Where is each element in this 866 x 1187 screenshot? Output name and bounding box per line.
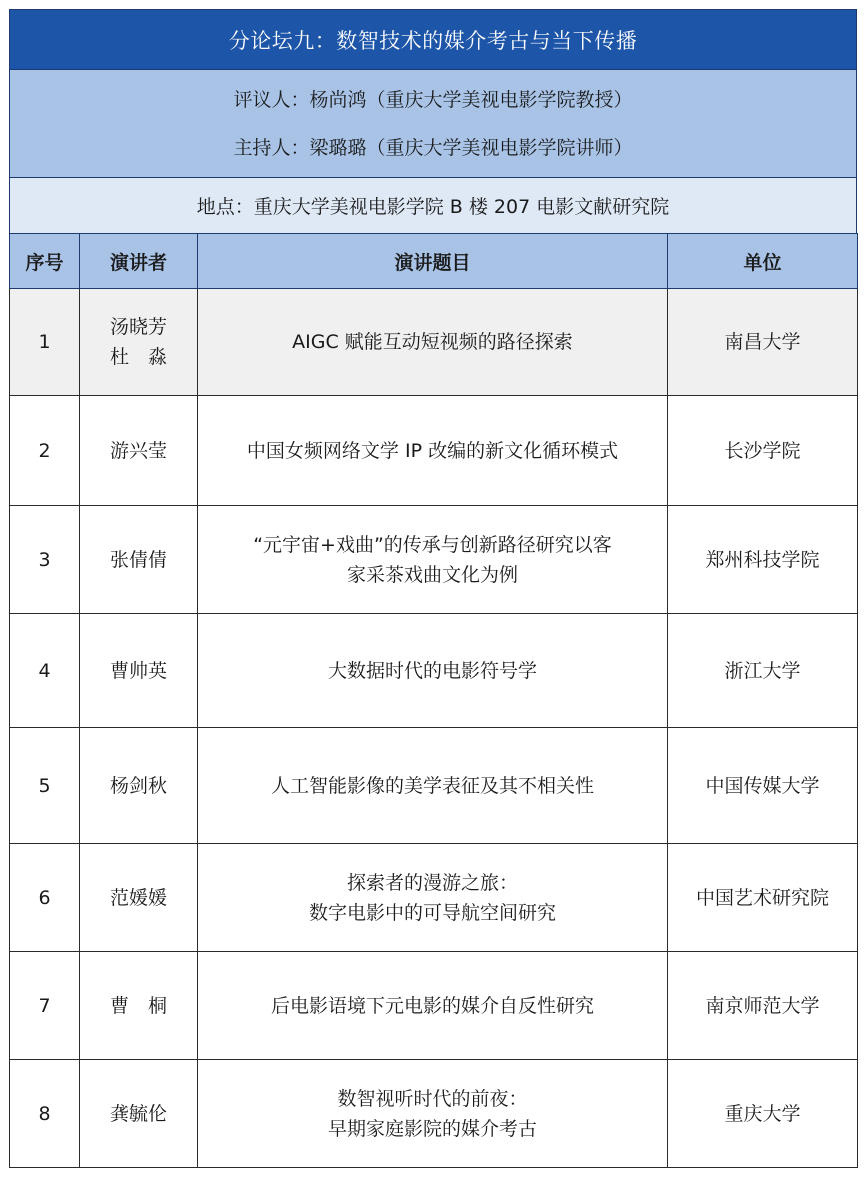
commentator-line: 评议人：杨尚鸿（重庆大学美视电影学院教授）: [233, 88, 633, 111]
row-unit: 郑州科技学院: [668, 506, 858, 614]
topic-line: 探索者的漫游之旅：: [346, 871, 518, 894]
topic-line: 早期家庭影院的媒介考古: [327, 1117, 537, 1140]
speaker-name: 曹 桐: [109, 994, 167, 1017]
topic-line: “元宇宙+戏曲”的传承与创新路径研究以客: [253, 533, 612, 556]
topic-line: 中国女频网络文学 IP 改编的新文化循环模式: [246, 439, 619, 462]
table-row: [10, 728, 858, 844]
row-no: 3: [10, 506, 80, 614]
row-speaker: [80, 614, 198, 728]
row-topic: [198, 728, 668, 844]
topic-line: 数字电影中的可导航空间研究: [308, 901, 556, 924]
row-unit: 浙江大学: [668, 614, 858, 728]
forum-schedule: [9, 9, 857, 1168]
table-row: [10, 289, 858, 396]
speaker-name: 杨剑秋: [109, 774, 167, 797]
row-topic: [198, 844, 668, 952]
table-row: [10, 844, 858, 952]
topic-line: AIGC 赋能互动短视频的路径探索: [292, 331, 573, 353]
row-unit: 南京师范大学: [668, 952, 858, 1060]
speaker-name: 张倩倩: [109, 548, 167, 571]
forum-title: 分论坛九：数智技术的媒介考古与当下传播: [9, 9, 857, 69]
header-topic: 演讲题目: [198, 234, 668, 289]
speaker-name: 曹帅英: [109, 659, 167, 682]
speaker-table: [9, 233, 858, 1168]
topic-line: 后电影语境下元电影的媒介自反性研究: [270, 994, 594, 1017]
table-row: [10, 614, 858, 728]
forum-people: [9, 69, 857, 177]
speaker-name: 汤晓芳: [109, 316, 167, 338]
topic-line: 人工智能影像的美学表征及其不相关性: [270, 774, 594, 797]
table-header-row: [10, 234, 858, 289]
topic-line: 大数据时代的电影符号学: [327, 659, 537, 682]
row-no: 4: [10, 614, 80, 728]
speaker-name: 游兴莹: [109, 439, 167, 462]
topic-line: 家采茶戏曲文化为例: [346, 563, 518, 586]
row-topic: [198, 614, 668, 728]
row-unit: 南昌大学: [668, 289, 858, 396]
row-no: 6: [10, 844, 80, 952]
row-speaker: [80, 289, 198, 396]
row-no: 5: [10, 728, 80, 844]
table-row: [10, 1060, 858, 1168]
header-no: 序号: [10, 234, 80, 289]
row-speaker: [80, 506, 198, 614]
host-line: 主持人：梁璐璐（重庆大学美视电影学院讲师）: [233, 136, 633, 159]
table-row: [10, 952, 858, 1060]
table-row: [10, 506, 858, 614]
speaker-name: 龚毓伦: [109, 1102, 167, 1125]
row-no: 2: [10, 396, 80, 506]
row-speaker: [80, 1060, 198, 1168]
row-no: 8: [10, 1060, 80, 1168]
row-topic: [198, 289, 668, 396]
row-speaker: [80, 728, 198, 844]
row-unit: 长沙学院: [668, 396, 858, 506]
table-row: [10, 396, 858, 506]
header-unit: 单位: [668, 234, 858, 289]
row-topic: [198, 952, 668, 1060]
row-speaker: [80, 396, 198, 506]
row-topic: [198, 396, 668, 506]
row-topic: [198, 1060, 668, 1168]
topic-line: 数智视听时代的前夜：: [337, 1087, 528, 1110]
row-no: 1: [10, 289, 80, 396]
header-speaker: 演讲者: [80, 234, 198, 289]
venue-line: 地点：重庆大学美视电影学院 B 楼 207 电影文献研究院: [9, 177, 857, 233]
row-speaker: [80, 952, 198, 1060]
row-unit: 重庆大学: [668, 1060, 858, 1168]
row-unit: 中国传媒大学: [668, 728, 858, 844]
row-speaker: [80, 844, 198, 952]
row-no: 7: [10, 952, 80, 1060]
row-topic: [198, 506, 668, 614]
speaker-name: 范媛媛: [109, 886, 167, 909]
speaker-name: 杜 淼: [109, 346, 167, 368]
row-unit: 中国艺术研究院: [668, 844, 858, 952]
